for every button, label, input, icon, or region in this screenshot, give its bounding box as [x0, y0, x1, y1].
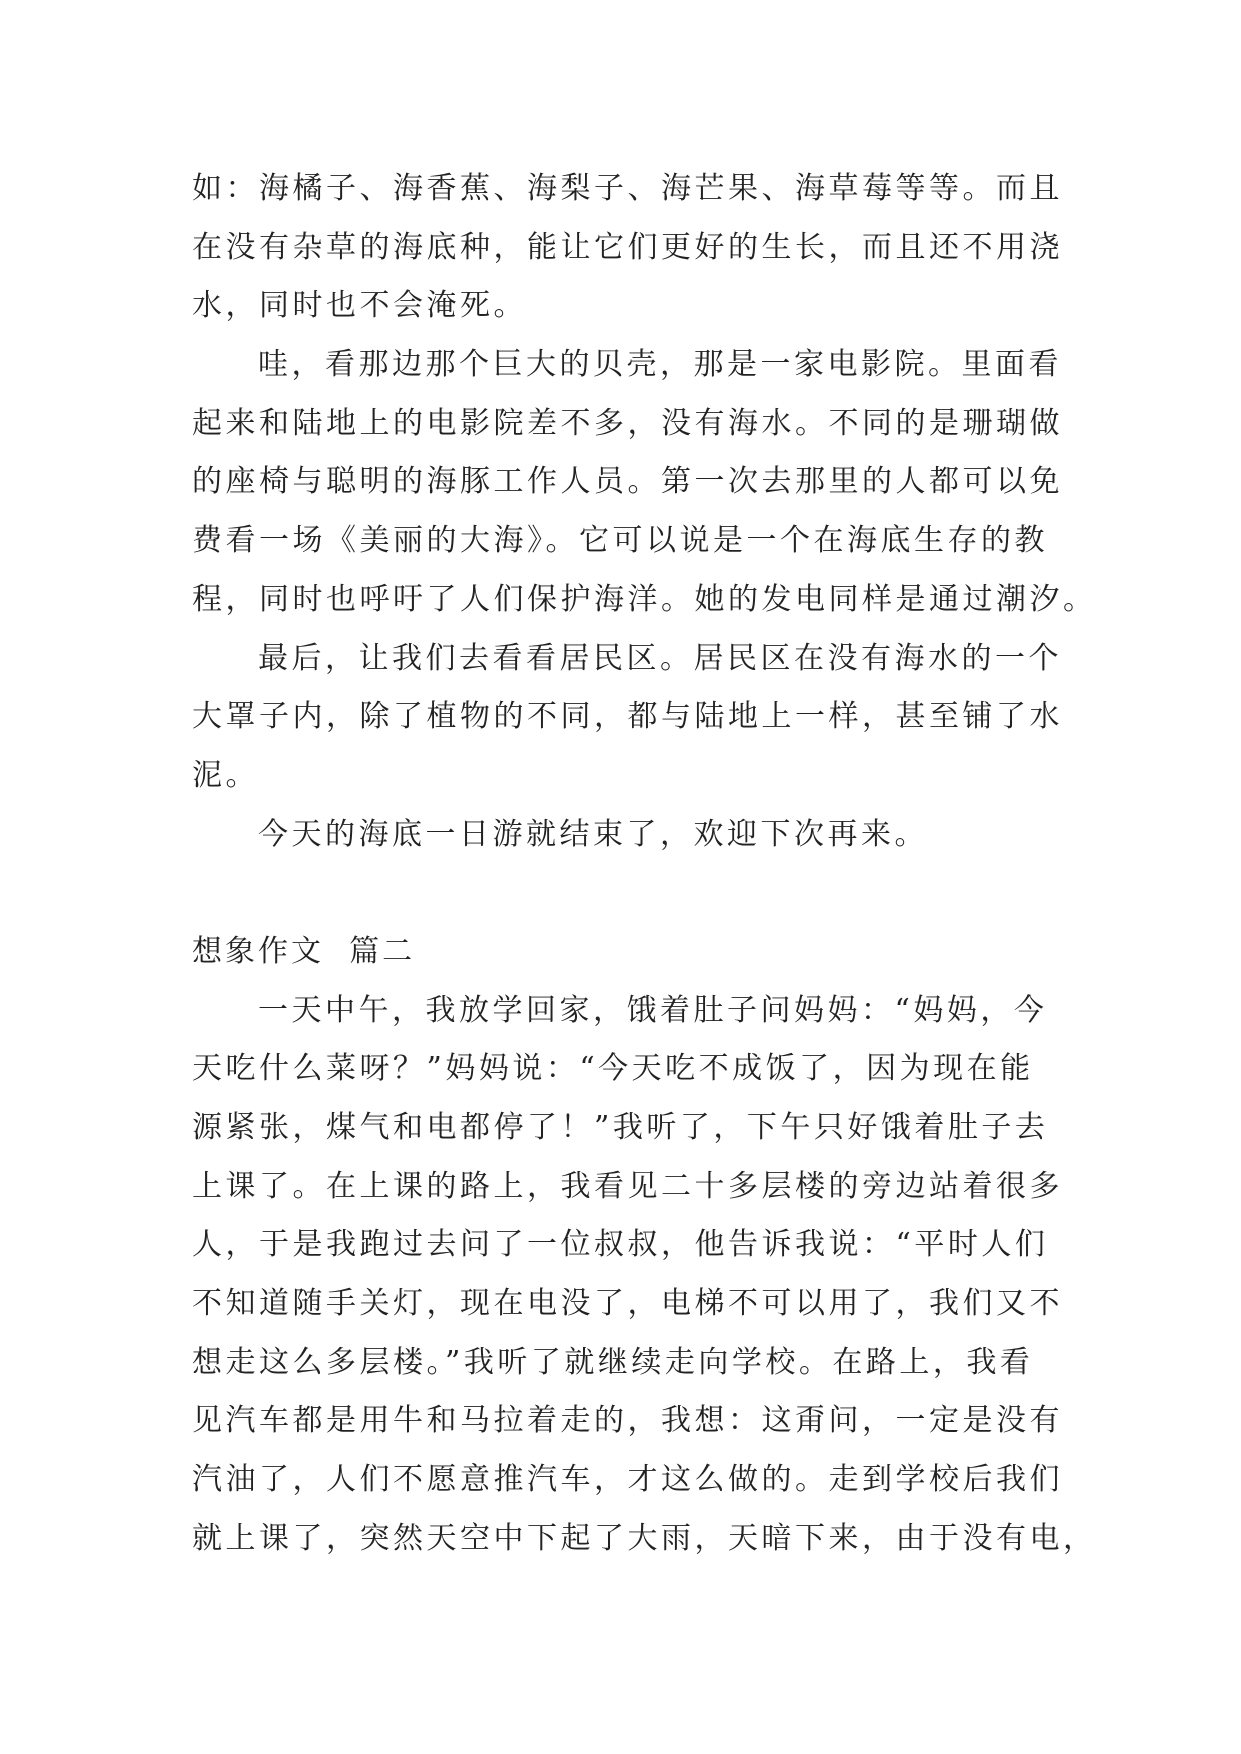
paragraph	[192, 630, 1062, 806]
paragraph-gap	[192, 864, 1062, 923]
text-line: 的座椅与聪明的海豚工作人员。第一次去那里的人都可以免	[192, 464, 1063, 500]
text-line: 最后，让我们去看看居民区。居民区在没有海水的一个	[258, 640, 1062, 676]
paragraph	[192, 806, 1062, 865]
text-line: 今天的海底一日游就结束了，欢迎下次再来。	[258, 816, 928, 852]
paragraph	[192, 982, 1097, 1569]
text-line: 费看一场《美丽的大海》。它可以说是一个在海底生存的教	[192, 523, 1048, 559]
section-heading: 想象作文 篇二	[192, 933, 416, 969]
text-line: 不知道随手关灯，现在电没了，电梯不可以用了，我们又不	[192, 1286, 1063, 1322]
text-line: 想走这么多层楼。”我听了就继续走向学校。在路上，我看	[192, 1344, 1034, 1380]
text-line: 汽油了，人们不愿意推汽车，才这么做的。走到学校后我们	[192, 1462, 1063, 1498]
text-line: 在没有杂草的海底种，能让它们更好的生长，而且还不用浇	[192, 229, 1063, 265]
document-page	[192, 160, 1097, 1569]
paragraph	[192, 160, 1062, 336]
text-line: 上课了。在上课的路上，我看见二十多层楼的旁边站着很多	[192, 1168, 1063, 1204]
text-line: 源紧张，煤气和电都停了！”我听了，下午只好饿着肚子去	[192, 1110, 1049, 1145]
text-line: 泥。	[192, 757, 259, 793]
text-line: 见汽车都是用牛和马拉着走的，我想：这甭问，一定是没有	[192, 1403, 1063, 1439]
text-line: 哇，看那边那个巨大的贝壳，那是一家电影院。里面看	[258, 347, 1062, 383]
text-line: 程，同时也呼吁了人们保护海洋。她的发电同样是通过潮汐。	[192, 581, 1097, 617]
paragraph	[192, 336, 1097, 629]
text-line: 如：海橘子、海香蕉、海梨子、海芒果、海草莓等等。而且	[192, 171, 1063, 206]
text-line: 水，同时也不会淹死。	[192, 288, 527, 324]
text-line: 一天中午，我放学回家，饿着肚子问妈妈：“妈妈，今	[258, 992, 1048, 1028]
text-line: 就上课了，突然天空中下起了大雨，天暗下来，由于没有电，	[192, 1520, 1097, 1556]
text-line: 起来和陆地上的电影院差不多，没有海水。不同的是珊瑚做	[192, 405, 1063, 441]
text-line: 人，于是我跑过去问了一位叔叔，他告诉我说：“平时人们	[192, 1227, 1049, 1263]
text-line: 大罩子内，除了植物的不同，都与陆地上一样，甚至铺了水	[192, 699, 1063, 735]
text-line: 天吃什么菜呀？”妈妈说：“今天吃不成饭了，因为现在能	[192, 1051, 1034, 1087]
